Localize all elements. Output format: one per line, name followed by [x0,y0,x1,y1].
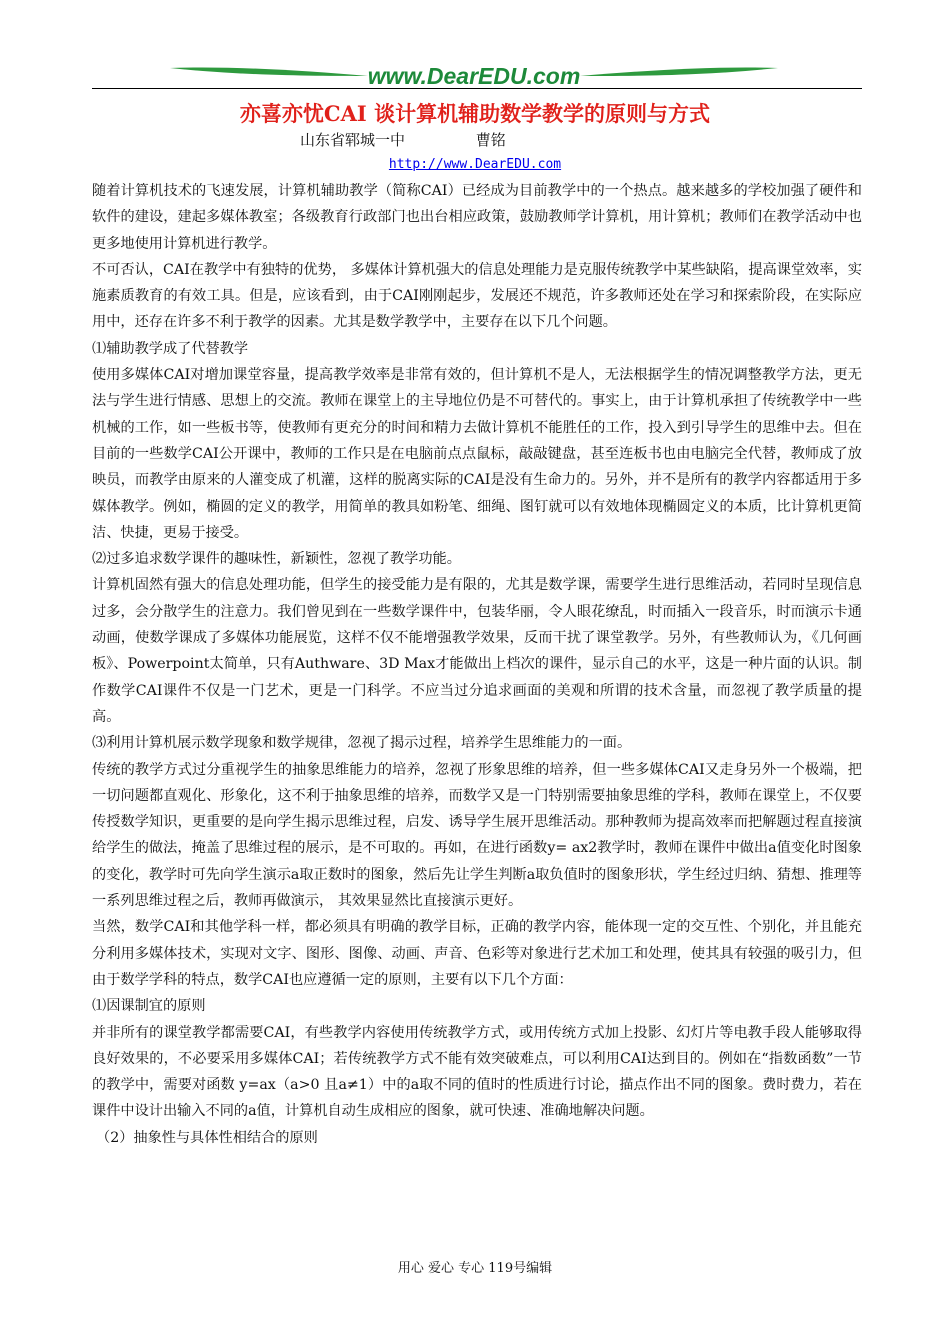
paragraph-intro: 随着计算机技术的飞速发展，计算机辅助教学（简称CAI）已经成为目前教学中的一个热点。越来越多的学校加强了硬件和软件的建设，建起多媒体教室；各级教育行政部门也出台相应政策，鼓励教师学计算机，用计算机；教师们在教学活动中也更多地使用计算机进行教学。 [92,183,862,252]
paragraph-advantages: 不可否认，CAI在教学中有独特的优势， 多媒体计算机强大的信息处理能力是克服传统教学中某些缺陷，提高课堂效率，实施素质教育的有效工具。但是，应该看到，由于CAI刚刚起步，发展还不规范，许多教师还处在学习和探索阶段，在实际应用中，还存在许多不利于教学的因素。尤其是数学教学中，主要存在以下几个问题。 [92,261,862,331]
author-name: 曹铭 [475,131,506,149]
source-link[interactable]: http://www.DearEDU.com [388,157,562,172]
paragraph-principles-intro: 当然，数学CAI和其他学科一样，都必须具有明确的教学目标，正确的教学内容，能体现一定的交互性、个别化，并且能充分利用多媒体技术，实现对文字、图形、图像、动画、声音、色彩等对象进行艺术加工和处理，使其具有较强的吸引力，但由于数学学科的特点，数学CAI也应遵循一定的原则，主要有以下几个方面： [92,919,862,988]
header-divider [92,88,862,89]
paragraph-section-2: 计算机固然有强大的信息处理功能，但学生的接受能力是有限的，尤其是数学课，需要学生进行思维活动，若同时呈现信息过多，会分散学生的注意力。我们曾见到在一些数学课件中，包装华丽，令人眼花缭乱，时而插入一段音乐，时而演示卡通动画，使数学课成了多媒体功能展览，这样不仅不能增强教学效果，反而干扰了课堂教学。另外，有些教师认为，《几何画板》、Powerpoint太简单，只有Authware、3D Max才能做出上档次的课件，显示自己的水平，这是一种片面的认识。制作数学CAI课件不仅是一门艺术，更是一门科学。不应当过分追求画面的美观和所谓的技术含量，而忽视了教学质量的提高。 [92,577,862,725]
paragraph-section-1: 使用多媒体CAI对增加课堂容量，提高教学效率是非常有效的，但计算机不是人，无法根据学生的情况调整教学方法，更无法与学生进行情感、思想上的交流。教师在课堂上的主导地位仍是不可替代的。事实上，由于计算机承担了传统教学中一些机械的工作，如一些板书等，使教师有更充分的时间和精力去做计算机不能胜任的工作，投入到引导学生的思维中去。但在目前的一些数学CAI公开课中，教师的工作只是在电脑前点点鼠标，敲敲键盘，甚至连板书也由电脑完全代替，教师成了放映员，而教学由原来的人灌变成了机灌，这样的脱离实际的CAI是没有生命力的。另外，并不是所有的教学内容都适用于多媒体教学。例如，椭圆的定义的教学，用简单的教具如粉笔、细绳、图钉就可以有效地体现椭圆定义的本质，比计算机更简洁、快捷，更易于接受。 [92,367,862,541]
author-school: 山东省郓城一中 [300,131,406,149]
principle-heading-2: （2）抽象性与具体性相结合的原则 [96,1129,318,1146]
section-heading-2: ⑵过多追求数学课件的趣味性，新颖性，忽视了教学功能。 [92,551,461,568]
site-logo[interactable]: www.DearEDU.com [367,63,581,89]
page-footer: 用心 爱心 专心 119号编辑 [397,1261,553,1276]
paragraph-principle-1: 并非所有的课堂教学都需要CAI，有些教学内容使用传统教学方式，或用传统方式加上投影、幻灯片等电教手段人能够取得良好效果的，不必要采用多媒体CAI；若传统教学方式不能有效突破难点，可以利用CAI达到目的。例如在“指数函数”一节的教学中，需要对函数 y=ax（a>0 且a≠1）中的a取不同的值时的性质进行讨论，描点作出不同的图象。费时费力，若在课件中设计出输入不同的a值，计算机自动生成相应的图象，就可快速、准确地解决问题。 [92,1024,862,1120]
article-body [92,178,862,1151]
principle-heading-1: ⑴因课制宜的原则 [92,998,206,1015]
section-heading-3: ⑶利用计算机展示数学现象和数学规律，忽视了揭示过程，培养学生思维能力的一面。 [92,735,632,752]
author-line [300,130,506,150]
section-heading-1: ⑴辅助教学成了代替教学 [92,340,249,357]
paragraph-section-3: 传统的教学方式过分重视学生的抽象思维能力的培养，忽视了形象思维的培养，但一些多媒体CAI又走身另外一个极端，把一切问题都直观化、形象化，这不利于抽象思维的培养，而数学又是一门特别需要抽象思维的学科，教师在课堂上，不仅要传授数学知识，更重要的是向学生揭示思维过程，启发、诱导学生展开思维活动。那种教师为提高效率而把解题过程直接演给学生的做法，掩盖了思维过程的展示，是不可取的。再如，在进行函数y= ax2教学时，教师在课件中做出a值变化时图象的变化，教学时可先向学生演示a取正数时的图象，然后先让学生判断a取负值时的图象形状，学生经过归纳、猜想、推理等一系列思维过程之后，教师再做演示， 其效果显然比直接演示更好。 [92,761,862,910]
site-banner [168,62,780,94]
article-title: 亦喜亦忧CAI 谈计算机辅助数学教学的原则与方式 [239,101,711,126]
